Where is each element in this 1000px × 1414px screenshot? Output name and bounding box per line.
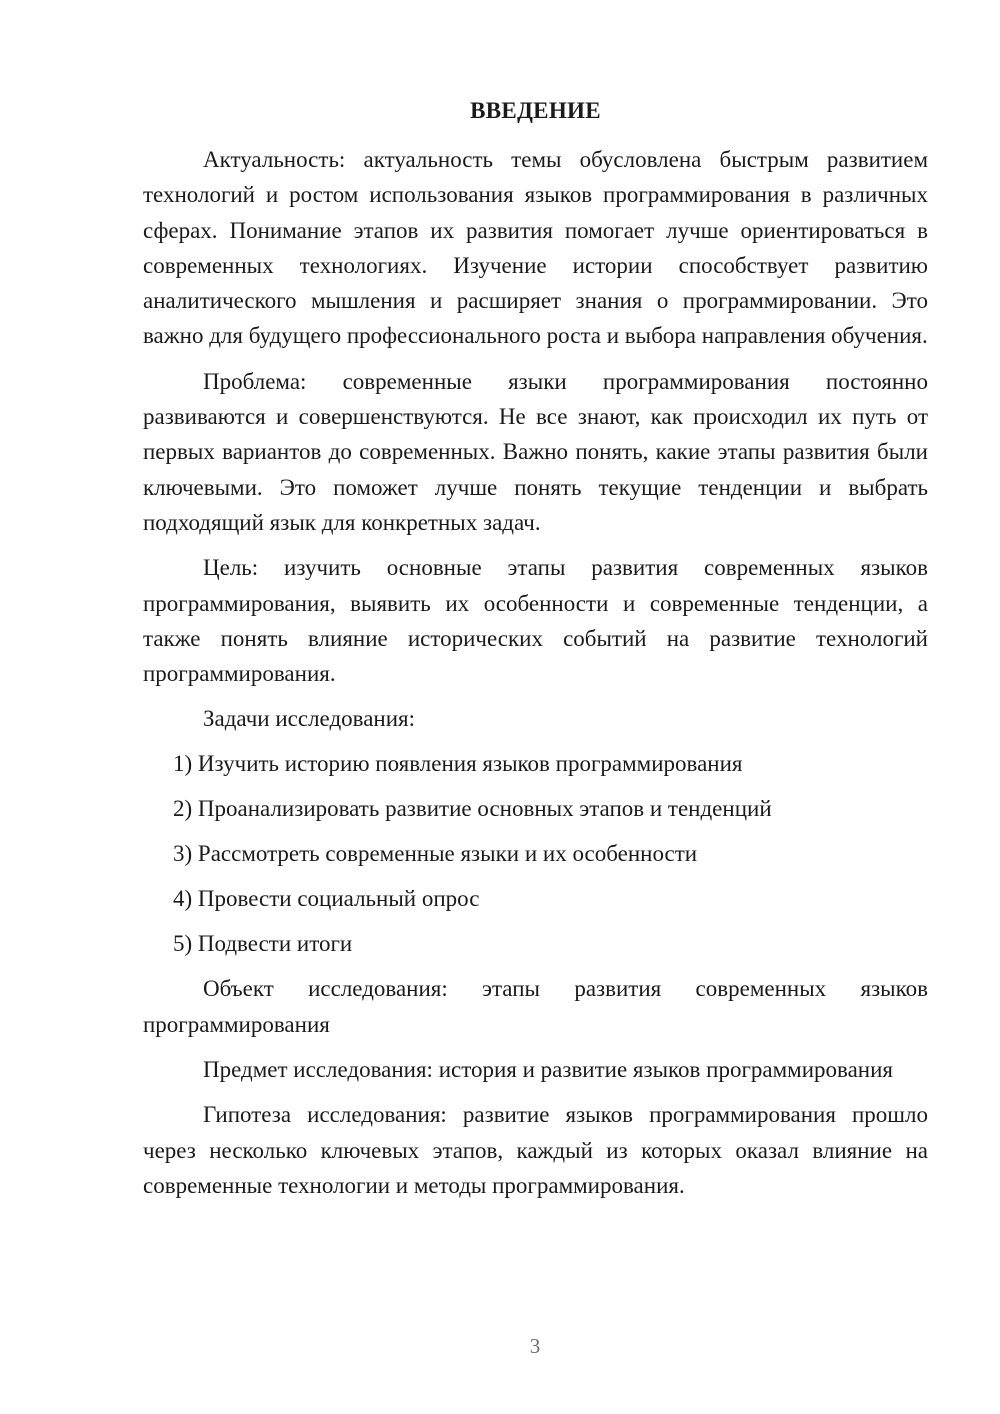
task-item: 2) Проанализировать развитие основных этапов и тенденций [173,796,772,822]
task-item: 4) Провести социальный опрос [173,886,480,912]
problem-paragraph: Проблема: современные языки программирования постоянно развиваются и совершенствуются. Не все знают, как происходил их путь от первых вариантов до современных. Важно понять, какие этапы развития были ключевыми. Это поможет лучше понять текущие тенденции и выбрать подходящий язык для конкретных задач. [143,368,928,535]
subject-paragraph: Предмет исследования: история и развитие языков программирования [203,1057,893,1083]
tasks-title: Задачи исследования: [203,706,416,732]
task-item: 3) Рассмотреть современные языки и их особенности [173,841,698,867]
page-content [143,96,928,1213]
task-item: 1) Изучить историю появления языков программирования [173,751,743,777]
page-number: 3 [529,1334,541,1358]
hypothesis-paragraph: Гипотеза исследования: развитие языков программирования прошло через несколько ключевых этапов, каждый из которых оказал влияние на современные технологии и методы программирования. [143,1102,928,1198]
relevance-paragraph: Актуальность: актуальность темы обусловлена быстрым развитием технологий и ростом использования языков программирования в различных сферах. Понимание этапов их развития помогает лучше ориентироваться в современных технологиях. Изучение истории способствует развитию аналитического мышления и расширяет знания о программировании. Это важно для будущего профессионального роста и выбора направления обучения. [143,147,928,349]
task-item: 5) Подвести итоги [173,931,353,957]
tasks-list [143,746,928,961]
section-heading: ВВЕДЕНИЕ [470,98,601,123]
goal-paragraph: Цель: изучить основные этапы развития современных языков программирования, выявить их особенности и современные тенденции, а также понять влияние исторических событий на развитие технологий программирования. [143,555,928,687]
object-paragraph: Объект исследования: этапы развития современных языков программирования [143,976,928,1037]
